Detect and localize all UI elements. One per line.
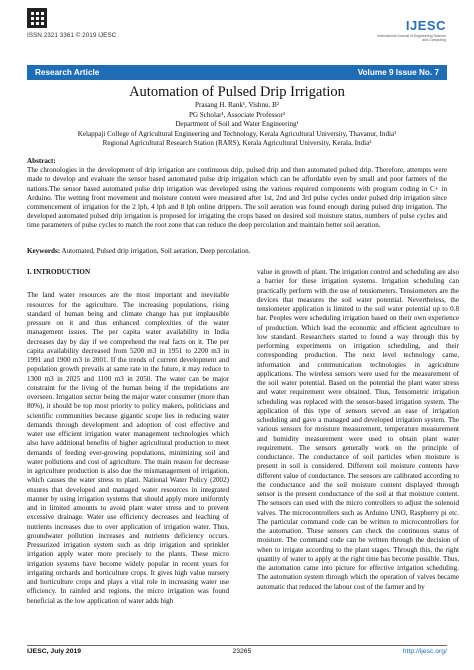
journal-link[interactable]: http://ijesc.org/ [402, 648, 447, 655]
body-column-left [27, 268, 229, 606]
keywords-heading: Keywords: [27, 247, 61, 255]
logo-subtitle: International Journal of Engineering Science and Computing [377, 34, 446, 42]
keywords [27, 247, 447, 256]
paper-title: Automation of Pulsed Drip Irrigation [129, 84, 345, 100]
footer-divider [27, 645, 447, 646]
intro-paragraph-right: value in growth of plant. The irrigation control and scheduling are also a barrier for these irrigation systems. Irrigation scheduling can practically perform with the use of tensiometers. Tensiometers are the devices that measures the soil water potential. Nevertheless, the tensiometer application is limited to the soil water potential up to 0.8 bar. Peoples were scheduling irrigation based on their own experience of production. Which lead the economic and efficient agriculture to low standard. Researchers started to found a way through this by performing experiments on irrigation scheduling, and their corresponding production. The next level technology came, information and communication technologies in agriculture applications. The wireless sensors were used for the measurement of the soil water potential. Based on the potential the plant water stress and water requirement were obtained. Thus, Tensometric irrigation scheduling was replaced with the sensor-based irrigation system. The application of this type of sensors served an ease of irrigation scheduling and gave a managed and developed irrigation system. The various sensors for moisture measurement, temperature measurement and humidity measurement were used to obtain plant water requirement. The sensors generally work on the principle of conductance. The conductance of soil particles when moisture is present in soil is considered. Different soil moisture contents have different value of conductance. The sensors are calibrated according to the conductance and the soil moisture content displayed through sensor is the present conductance of the soil at that moisture content. The sensors can used with the micro controllers to adjust the solenoid valves. The microcontrollers such as Arduino UNO, Raspberry pi etc. The particular command code can be written to microcontrollers for the automation. These sensors can check the continuous status of moisture. The command code can be written through the decision of when to irrigate according to the plant stages. Through this, the right quantity of water to apply at the right time has become possible. Thus, the automation came into picture for effective irrigation scheduling. The automation system through which the operation of valves became automatic that reduced the labour cost of the farmer and by [257, 268, 459, 591]
section-heading: I. INTRODUCTION [27, 268, 91, 276]
journal-logo [377, 18, 446, 42]
article-type: Research Article [35, 68, 100, 77]
affiliation-1: Kelappaji College of Agricultural Engineering and Technology, Kerala Agricultural University, Thavanur, India¹ [77, 129, 397, 138]
qr-code-icon [27, 8, 47, 28]
page-number: 23265 [232, 648, 252, 655]
author-roles: PG Scholar¹, Associate Professor² [188, 110, 286, 119]
authors: Prasang H. Rank¹, Vishnu. B² [195, 101, 279, 109]
page-footer [27, 648, 447, 655]
keywords-text: Automated, Pulsed drip irrigation, Soil aeration, Deep percolation. [61, 247, 251, 255]
abstract-text: The chronologies in the development of drip irrigation are continuous drip, pulsed drip and then automated pulsed drip. Therefore, attempts were made to develop and evaluate the sensor based automated pulse drip irrigation which can be affordable even by small and poor farmers of the nations.The sensor based automated pulse drip irrigation was developed using the various required components with program coding in C+ in Arduino. The wetting front movement and moisture content were measured after 1st, 2nd and 3rd pulse cycles under pulsed drip irrigation since commencement of irrigation for the 2 lph, 4 lph and 8 lph online drippers. The soil aeration was found enough during pulsed drip irrigation. The developed automated pulsed drip irrigation is proposed for irrigating the crops based on desired soil moisture status, numbers of pulse cycles and time parameters of pulse cycles to match the root zone that can reduce the deep percolation and maintain better soil aeration. [27, 166, 447, 230]
abstract [27, 157, 447, 231]
volume-issue: Volume 9 Issue No. 7 [357, 68, 439, 77]
issn-line: ISSN 2321 3361 © 2019 IJESC [27, 32, 117, 39]
abstract-heading: Abstract: [27, 157, 56, 165]
logo-text: IJESC [405, 18, 446, 33]
footer-journal: IJESC, July 2019 [27, 648, 82, 655]
intro-paragraph-left: The land water resources are the most important and inevitable resources for the agriculture. The increasing populations, rising standard of human being and climate change has put implausible pressure on it and thus enhanced complexities of the water management issues. The per capita water availability in India decreases day by day if we comprehend the real facts on it. The per capita availability decreased from 5200 m3 in 1951 to 2200 m3 in 1991 and 1900 m3 in 2001. If the trends of current development and population growth prevails at same rate in the future, it may reduce to 1300 m3 in 2025 and 1100 m3 in 2050. The water can be major constraint for the living of the human being if the trepidations are overseen. Irrigation sector being the major water consumer (more than 80%), it should be top most priority to policy makers, politicians and scientific communities because gigantic scope lies in reducing water demands through development and adoption of cost effective and water use efficient irrigation water management technologies which also have additional benefits of higher agricultural production to meet demands of feeding ever-growing populations, minimizing soil and water pollutions and cost of agriculture. The main reason for decrease in agriculture production is also due the mismanagement of irrigation, which causes the water stress to plant. National Water Policy (2002) ensures that developed and managed water resources in integrated manner by using irrigation systems that should apply more uniformly and in limited amounts to avoid plant water stress and to prevent excessive drainage. Water use efficiency decreases and leaching of nutrients increases due to over application of irrigation water. Thus, groundwater pollution increases and nutrients deficiency occurs. Pressurized irrigation system such as drip irrigation and sprinkler irrigation apply water more precisely to the plants. These micro irrigation systems have become widely popular in recent years for irrigating orchards and horticulture crops. It gives high value nursery and horticulture crops and plays a vital role in increasing water use efficiency. In rainfed arid regions, the micro irrigation was found beneficial as the low application of water adds high [27, 291, 229, 605]
affiliation-2: Regional Agricultural Research Station (RARS), Kerala Agricultural University, Kerala, India² [102, 139, 372, 148]
author-block [27, 101, 447, 149]
body-column-right [257, 268, 459, 592]
article-banner [27, 65, 447, 80]
department: Department of Soil and Water Engineering¹ [175, 120, 299, 129]
